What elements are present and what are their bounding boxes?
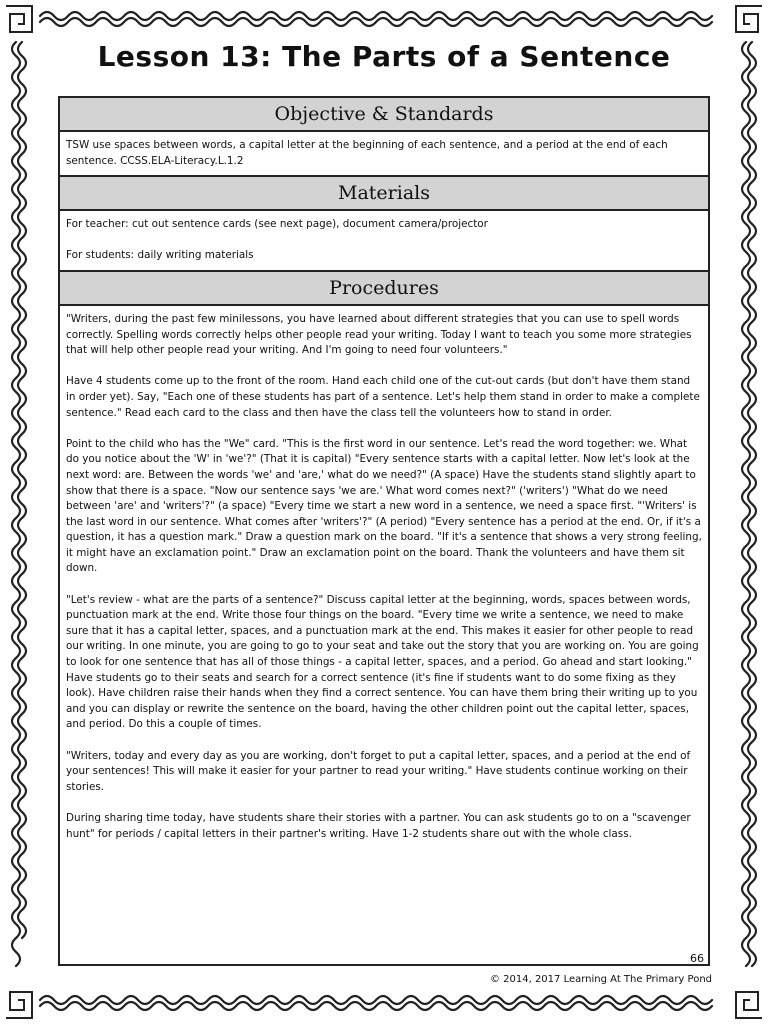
corner-spiral-bottom-left xyxy=(6,992,32,1018)
materials-teacher: For teacher: cut out sentence cards (see next page), document camera/projector xyxy=(66,218,488,231)
materials-heading: Materials xyxy=(60,175,708,211)
procedures-paragraph-5: "Writers, today and every day as you are working, don't forget to put a capital letter, spaces, and a period at the end of your sentences! This will make it easier for your partner to read your writing." Have students continue working on their stories. xyxy=(66,749,691,793)
procedures-body xyxy=(60,306,708,848)
lesson-panel xyxy=(58,96,710,966)
copyright-notice: © 2014, 2017 Learning At The Primary Pond xyxy=(489,974,712,985)
corner-spiral-bottom-right xyxy=(736,992,762,1018)
procedures-heading: Procedures xyxy=(60,270,708,306)
procedures-paragraph-4: "Let's review - what are the parts of a sentence?" Discuss capital letter at the beginning, words, spaces between words, punctuation mark at the end. Write those four things on the board. "Every time we write a sentence, we need to make sure that it has a capital letter, spaces, and a punctuation mark at the end. This makes it easier for other people to read our writing. In one minute, you are going to go to your seat and take out the story that you are working on. You are going to look for one sentence that has all of those things - a capital letter, spaces, and a period. Go ahead and start looking." Have students go to their seats and search for a correct sentence (it's fine if students want to do some fixing as they look). Have children raise their hands when they find a correct sentence. You can have them bring their writing up to you and you can display or rewrite the sentence on the board, having the other children point out the capital letter, spaces, and period. Do this a couple of times. xyxy=(66,593,699,731)
materials-body xyxy=(60,211,708,270)
page-title: Lesson 13: The Parts of a Sentence xyxy=(97,40,671,73)
corner-spiral-top-right xyxy=(736,6,762,32)
objective-paragraph: TSW use spaces between words, a capital letter at the beginning of each sentence, and a period at the end of each sentence. CCSS.ELA-Literacy.L.1.2 xyxy=(66,139,668,167)
objective-heading: Objective & Standards xyxy=(60,98,708,132)
corner-spiral-top-left xyxy=(6,6,32,32)
procedures-paragraph-2: Have 4 students come up to the front of the room. Hand each child one of the cut-out cards (but don't have them stand in order yet). Say, "Each one of these students has part of a sentence. Let's help them stand in order to make a complete sentence." Read each card to the class and then have the class tell the volunteers how to stand in order. xyxy=(66,375,700,419)
procedures-paragraph-3: Point to the child who has the "We" card. "This is the first word in our sentence. Let's read the word together: we. What do you notice about the 'W' in 'we'?" (That it is capital) "Every sentence starts with a capital letter. Now let's look at the next word: are. Between the words 'we' and 'are,' what do we need?" (A space) Have the students stand slightly apart to show that there is a space. "Now our sentence says 'we are.' What word comes next?" ('writers') "What do we need between 'are' and 'writers'?" (a space) "Every time we start a new word in a sentence, we need a space first. "'Writers' is the last word in our sentence. What comes after 'writers'?" (A period) "Every sentence has a period at the end. Or, if it's a question, it has a question mark." Draw a question mark on the board. "If it's a sentence that shows a very strong feeling, it might have an exclamation point." Draw an exclamation point on the board. Thank the volunteers and have them sit down. xyxy=(66,437,702,575)
objective-body xyxy=(60,132,708,175)
border-right-wave xyxy=(742,42,750,966)
page-number: 66 xyxy=(690,952,704,965)
procedures-paragraph-6: During sharing time today, have students share their stories with a partner. You can ask students go to on a "scavenger hunt" for periods / capital letters in their partner's writing. Have 1-2 students share out with the whole class. xyxy=(66,811,691,840)
border-left-wave xyxy=(12,42,20,966)
materials-students: For students: daily writing materials xyxy=(66,249,254,262)
procedures-paragraph-1: "Writers, during the past few minilessons, you have learned about different strategies that you can use to spell words correctly. Spelling words correctly helps other people read your writing. Today I want to teach you some more strategies that will help other people read your writing. And I'm going to need four volunteers." xyxy=(66,312,692,357)
